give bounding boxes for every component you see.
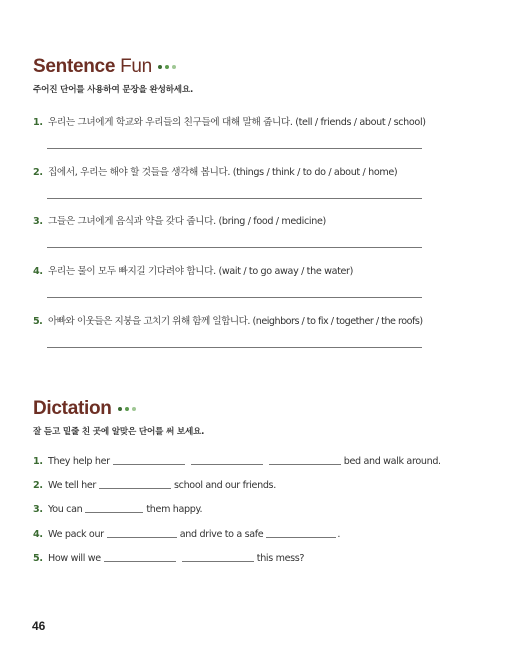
dot-icon xyxy=(132,407,136,411)
dictation-title xyxy=(33,398,136,420)
item-number: 1. xyxy=(33,117,43,128)
item-text: 그들은 그녀에게 음식과 약을 갖다 줍니다. (bring / food / medicine) xyxy=(48,216,326,227)
answer-blank[interactable] xyxy=(85,511,143,513)
answer-blank[interactable] xyxy=(99,487,171,489)
sentence-item xyxy=(33,313,423,327)
item-text: We tell her xyxy=(48,480,96,491)
item-text: school and our friends. xyxy=(174,480,276,491)
item-number: 3. xyxy=(33,216,43,227)
sentence-fun-title xyxy=(33,56,176,78)
item-text: They help her xyxy=(48,456,110,467)
dot-icon xyxy=(118,407,122,411)
dot-icon xyxy=(172,65,176,69)
answer-line[interactable] xyxy=(47,297,422,298)
item-text: 집에서, 우리는 해야 할 것들을 생각해 봅니다. (things / think / to do / about / home) xyxy=(48,167,398,178)
item-number: 2. xyxy=(33,167,43,178)
dictation-instruction: 잘 듣고 밑줄 친 곳에 알맞은 단어를 써 보세요. xyxy=(33,427,205,437)
sentence-item xyxy=(33,263,353,277)
dictation-title-text: Dictation xyxy=(33,398,112,419)
item-number: 3. xyxy=(33,504,43,515)
answer-line[interactable] xyxy=(47,148,422,149)
item-text: You can xyxy=(48,504,83,515)
answer-blank[interactable] xyxy=(107,536,177,538)
sentence-fun-title-bold: Sentence xyxy=(33,56,116,77)
item-number: 2. xyxy=(33,480,43,491)
title-dots-icon xyxy=(118,407,136,411)
item-text: How will we xyxy=(48,553,101,564)
answer-blank[interactable] xyxy=(104,560,176,562)
sentence-fun-instruction: 주어진 단어를 사용하여 문장을 완성하세요. xyxy=(33,85,194,95)
item-number: 4. xyxy=(33,266,43,277)
item-number: 1. xyxy=(33,456,43,467)
item-text: and drive to a safe xyxy=(179,529,264,540)
sentence-fun-title-light: Fun xyxy=(120,56,152,77)
sentence-item xyxy=(33,213,326,227)
answer-blank[interactable] xyxy=(182,560,254,562)
sentence-item xyxy=(33,114,426,128)
dot-icon xyxy=(125,407,129,411)
dictation-item xyxy=(33,529,340,540)
answer-line[interactable] xyxy=(47,198,422,199)
item-number: 5. xyxy=(33,553,43,564)
dot-icon xyxy=(165,65,169,69)
sentence-item xyxy=(33,164,397,178)
item-text: 아빠와 이웃들은 지붕을 고치기 위해 함께 일합니다. (neighbors / to fix / together / the roofs) xyxy=(48,316,423,327)
title-dots-icon xyxy=(158,65,176,69)
answer-line[interactable] xyxy=(47,347,422,348)
item-number: 4. xyxy=(33,529,43,540)
answer-blank[interactable] xyxy=(191,463,263,465)
answer-line[interactable] xyxy=(47,247,422,248)
item-text: bed and walk around. xyxy=(343,456,441,467)
item-text: We pack our xyxy=(48,529,104,540)
item-text: this mess? xyxy=(256,553,305,564)
answer-blank[interactable] xyxy=(269,463,341,465)
item-text: 우리는 그녀에게 학교와 우리들의 친구들에 대해 말해 줍니다. (tell / friends / about / school) xyxy=(48,117,426,128)
dictation-item xyxy=(33,480,276,491)
dictation-item xyxy=(33,504,202,515)
item-text: them happy. xyxy=(146,504,203,515)
dot-icon xyxy=(158,65,162,69)
item-number: 5. xyxy=(33,316,43,327)
dictation-item xyxy=(33,553,304,564)
item-text: . xyxy=(337,529,341,540)
item-text: 우리는 물이 모두 빠지길 기다려야 합니다. (wait / to go away / the water) xyxy=(48,266,354,277)
answer-blank[interactable] xyxy=(266,536,336,538)
page-number: 46 xyxy=(32,619,46,633)
dictation-item xyxy=(33,456,441,467)
answer-blank[interactable] xyxy=(113,463,185,465)
